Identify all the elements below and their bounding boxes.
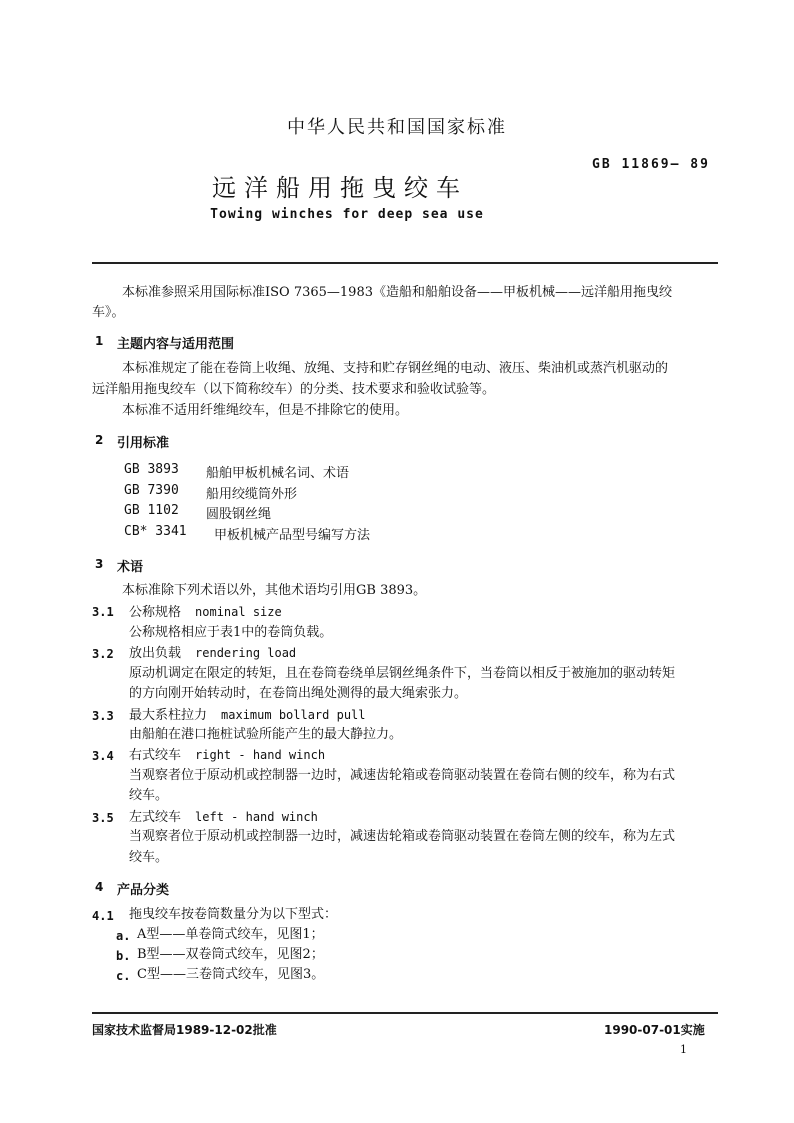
approval-date: 国家技术监督局1989-12-02批准 bbox=[92, 1023, 277, 1037]
standard-code: GB 11869— 89 bbox=[592, 157, 710, 172]
document-title-en: Towing winches for deep sea use bbox=[210, 207, 484, 222]
list-item-letter: a. bbox=[116, 929, 131, 943]
term-heading bbox=[129, 705, 366, 726]
term-number: 3.4 bbox=[92, 749, 114, 763]
term-definition: 原动机调定在限定的转矩，且在卷筒卷绕单层钢丝绳条件下，当卷筒以相反于被施加的驱动转矩 bbox=[129, 666, 676, 681]
effective-date: 1990-07-01实施 bbox=[604, 1023, 705, 1037]
term-number: 3.1 bbox=[92, 605, 114, 619]
section-4-title: 产品分类 bbox=[117, 883, 170, 898]
term-cn: 最大系柱拉力 bbox=[129, 708, 208, 723]
section-2-title: 引用标准 bbox=[117, 436, 170, 451]
section-3-intro: 本标准除下列术语以外，其他术语均引用GB 3893。 bbox=[122, 583, 427, 598]
term-cn: 放出负载 bbox=[129, 646, 182, 661]
section-1-title: 主题内容与适用范围 bbox=[117, 337, 235, 352]
list-item-letter: b. bbox=[116, 949, 131, 963]
term-number: 3.2 bbox=[92, 647, 114, 661]
subsection-4-1-number: 4.1 bbox=[92, 909, 114, 923]
reference-code: GB 3893 bbox=[124, 462, 179, 477]
list-item-text: C型——三卷筒式绞车，见图3。 bbox=[137, 967, 325, 982]
section-4-number: 4 bbox=[95, 880, 104, 894]
reference-title: 圆股钢丝绳 bbox=[206, 507, 272, 522]
reference-title: 船舶甲板机械名词、术语 bbox=[206, 466, 350, 481]
term-cn: 左式绞车 bbox=[129, 810, 182, 825]
document-title-cn: 远洋船用拖曳绞车 bbox=[212, 174, 468, 202]
section-3-number: 3 bbox=[95, 557, 104, 571]
section-2-number: 2 bbox=[95, 433, 104, 447]
section-1-para-2: 本标准不适用纤维绳绞车，但是不排除它的使用。 bbox=[122, 403, 409, 418]
subsection-4-1-text: 拖曳绞车按卷筒数量分为以下型式： bbox=[129, 907, 338, 922]
term-definition: 当观察者位于原动机或控制器一边时，减速齿轮箱或卷筒驱动装置在卷筒左侧的绞车，称为左式 bbox=[129, 829, 676, 844]
intro-line-1: 本标准参照采用国际标准ISO 7365—1983《造船和船舶设备——甲板机械——远洋船用拖曳绞 bbox=[122, 285, 672, 300]
term-definition: 绞车。 bbox=[129, 788, 169, 803]
list-item-letter: c. bbox=[116, 969, 131, 983]
term-number: 3.3 bbox=[92, 709, 114, 723]
term-definition: 的方向刚开始转动时，在卷筒出绳处测得的最大绳索张力。 bbox=[129, 686, 468, 701]
section-1-number: 1 bbox=[95, 334, 104, 348]
reference-title: 甲板机械产品型号编写方法 bbox=[214, 528, 371, 543]
term-cn: 公称规格 bbox=[129, 605, 182, 620]
term-definition: 公称规格相应于表1中的卷筒负载。 bbox=[129, 625, 333, 640]
list-item-text: B型——双卷筒式绞车，见图2； bbox=[137, 947, 324, 962]
section-3-title: 术语 bbox=[117, 560, 144, 575]
reference-code: GB 1102 bbox=[124, 503, 179, 518]
term-definition: 绞车。 bbox=[129, 850, 169, 865]
term-en: left - hand winch bbox=[195, 810, 318, 824]
page-number: 1 bbox=[680, 1043, 687, 1056]
reference-code: CB* 3341 bbox=[124, 524, 187, 539]
list-item-text: A型——单卷筒式绞车，见图1； bbox=[137, 927, 324, 942]
section-1-para-1-line-2: 远洋船用拖曳绞车（以下简称绞车）的分类、技术要求和验收试验等。 bbox=[92, 382, 496, 397]
footer-divider bbox=[92, 1012, 718, 1014]
term-definition: 由船舶在港口拖桩试验所能产生的最大静拉力。 bbox=[129, 727, 403, 742]
national-standard-label: 中华人民共和国国家标准 bbox=[287, 117, 507, 138]
intro-line-2: 车》。 bbox=[92, 305, 125, 320]
term-heading bbox=[129, 745, 325, 766]
header-divider bbox=[92, 262, 718, 264]
term-en: maximum bollard pull bbox=[221, 708, 366, 722]
term-cn: 右式绞车 bbox=[129, 748, 182, 763]
reference-code: GB 7390 bbox=[124, 483, 179, 498]
term-heading bbox=[129, 602, 282, 623]
term-en: rendering load bbox=[195, 646, 297, 660]
term-heading bbox=[129, 807, 318, 828]
term-definition: 当观察者位于原动机或控制器一边时，减速齿轮箱或卷筒驱动装置在卷筒右侧的绞车，称为右式 bbox=[129, 768, 676, 783]
term-number: 3.5 bbox=[92, 811, 114, 825]
term-en: nominal size bbox=[195, 605, 282, 619]
term-heading bbox=[129, 643, 296, 664]
section-1-para-1-line-1: 本标准规定了能在卷筒上收绳、放绳、支持和贮存钢丝绳的电动、液压、柴油机或蒸汽机驱动的 bbox=[122, 361, 669, 376]
reference-title: 船用绞缆筒外形 bbox=[206, 487, 298, 502]
term-en: right - hand winch bbox=[195, 748, 326, 762]
